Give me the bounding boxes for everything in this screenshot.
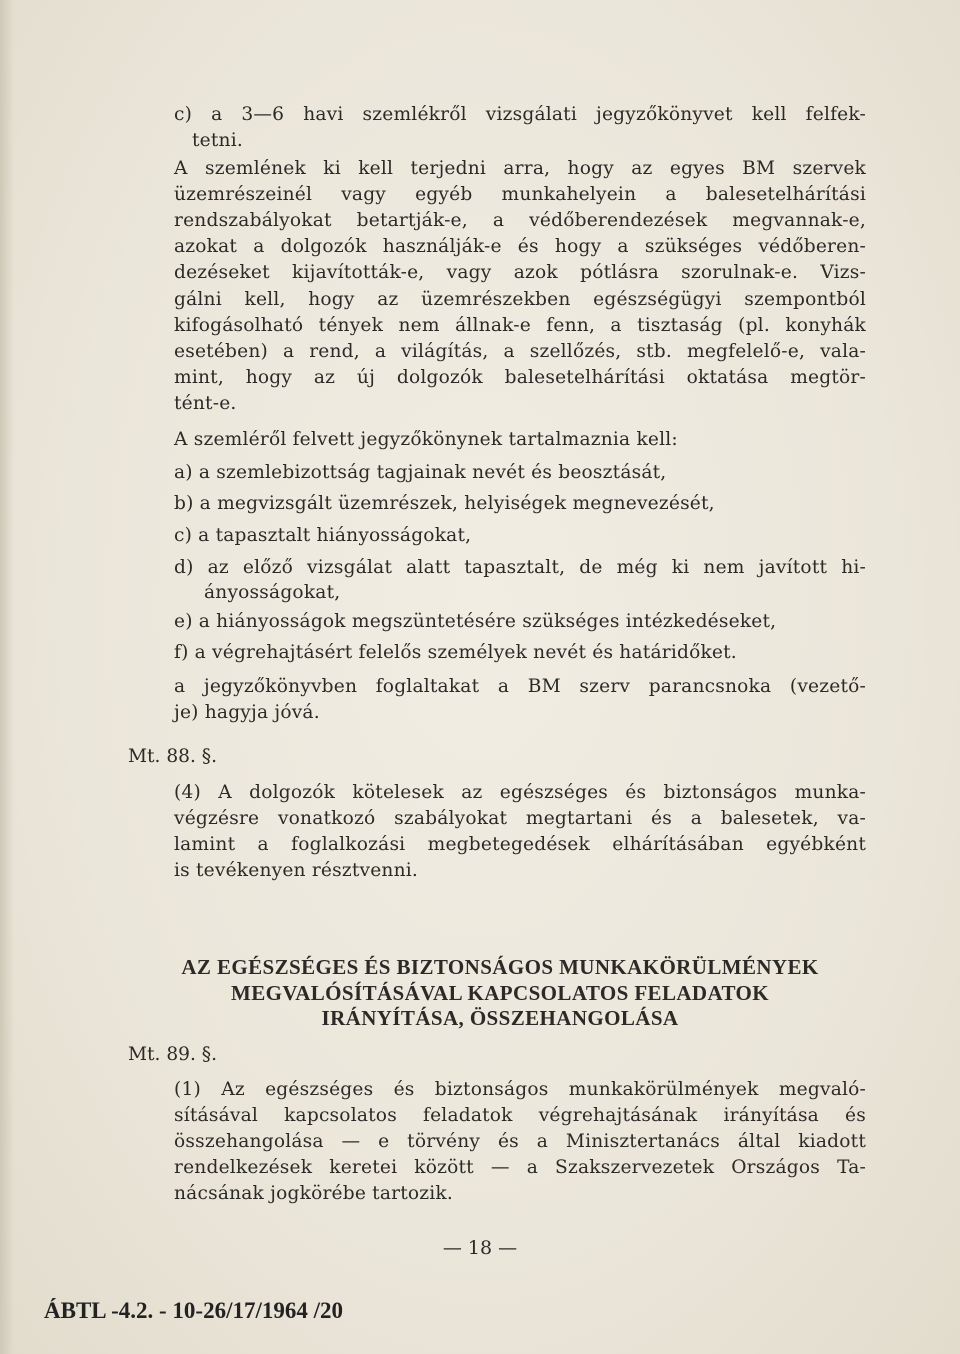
- text-line: rendszabályokat betartják-e, a védőberendezések megvannak-e,: [174, 210, 866, 231]
- margin-reference-mt89: Mt. 89. §.: [128, 1044, 218, 1065]
- list-item: a) a szemlebizottság tagjainak nevét és beosztását,: [174, 462, 667, 483]
- text-line: je) hagyja jóvá.: [174, 702, 320, 723]
- text-line: A szemlének ki kell terjedni arra, hogy az egyes BM szervek: [174, 158, 866, 179]
- section-heading-line: IRÁNYÍTÁSA, ÖSSZEHANGOLÁSA: [321, 1006, 679, 1030]
- text-line: kifogásolható tények nem állnak-e fenn, a tisztaság (pl. konyhák: [174, 315, 866, 336]
- text-line: is tevékenyen résztvenni.: [174, 860, 419, 881]
- text-line: mint, hogy az új dolgozók balesetelhárítási oktatása megtör-: [174, 367, 866, 388]
- list-item: e) a hiányosságok megszüntetésére szükséges intézkedéseket,: [174, 611, 777, 632]
- text-line: tetni.: [192, 130, 243, 151]
- text-line: tént-e.: [174, 393, 237, 414]
- list-item: c) a tapasztalt hiányosságokat,: [174, 525, 472, 546]
- text-line: nácsának jogkörébe tartozik.: [174, 1183, 454, 1204]
- text-line: üzemrészeinél vagy egyéb munkahelyein a balesetelhárítási: [174, 184, 866, 205]
- text-line: végzésre vonatkozó szabályokat megtartani és a balesetek, va-: [174, 808, 866, 829]
- text-line: sításával kapcsolatos feladatok végrehajtásának irányítása és: [174, 1105, 866, 1126]
- text-line: dezéseket kijavították-e, vagy azok pótlásra szorulnak-e. Vizs-: [174, 262, 866, 283]
- archive-reference: ÁBTL -4.2. - 10-26/17/1964 /20: [44, 1298, 344, 1323]
- text-line: c) a 3—6 havi szemlékről vizsgálati jegyzőkönyvet kell felfek-: [174, 104, 866, 125]
- text-line: összehangolása — e törvény és a Minisztertanács által kiadott: [174, 1131, 866, 1152]
- text-line: A szemléről felvett jegyzőkönynek tartalmaznia kell:: [174, 429, 678, 450]
- text-line: azokat a dolgozók használják-e és hogy a szükséges védőberen-: [174, 236, 866, 257]
- text-line: a jegyzőkönyvben foglaltakat a BM szerv parancsnoka (vezető-: [174, 676, 866, 697]
- text-line: rendelkezések keretei között — a Szakszervezetek Országos Ta-: [174, 1157, 866, 1178]
- list-item: d) az előző vizsgálat alatt tapasztalt, de még ki nem javított hi-: [174, 557, 866, 578]
- margin-reference-mt88: Mt. 88. §.: [128, 746, 218, 767]
- section-heading-line: AZ EGÉSZSÉGES ÉS BIZTONSÁGOS MUNKAKÖRÜLMÉNYEK: [181, 955, 819, 979]
- text-line: (1) Az egészséges és biztonságos munkakörülmények megvaló-: [174, 1079, 866, 1100]
- text-line: esetében) a rend, a világítás, a szellőzés, stb. megfelelő-e, vala-: [174, 341, 866, 362]
- text-line: (4) A dolgozók kötelesek az egészséges és biztonságos munka-: [174, 782, 866, 803]
- text-line: lamint a foglalkozási megbetegedések elhárításában egyébként: [174, 834, 866, 855]
- text-line: gálni kell, hogy az üzemrészekben egészségügyi szempontból: [174, 289, 866, 310]
- page-edge-shadow: [0, 0, 14, 1354]
- list-item: f) a végrehajtásért felelős személyek nevét és határidőket.: [174, 642, 737, 663]
- list-item-continuation: ányosságokat,: [204, 582, 341, 603]
- section-heading-line: MEGVALÓSÍTÁSÁVAL KAPCSOLATOS FELADATOK: [230, 981, 769, 1005]
- page-number: — 18 —: [442, 1237, 518, 1259]
- list-item: b) a megvizsgált üzemrészek, helyiségek megnevezését,: [174, 493, 715, 514]
